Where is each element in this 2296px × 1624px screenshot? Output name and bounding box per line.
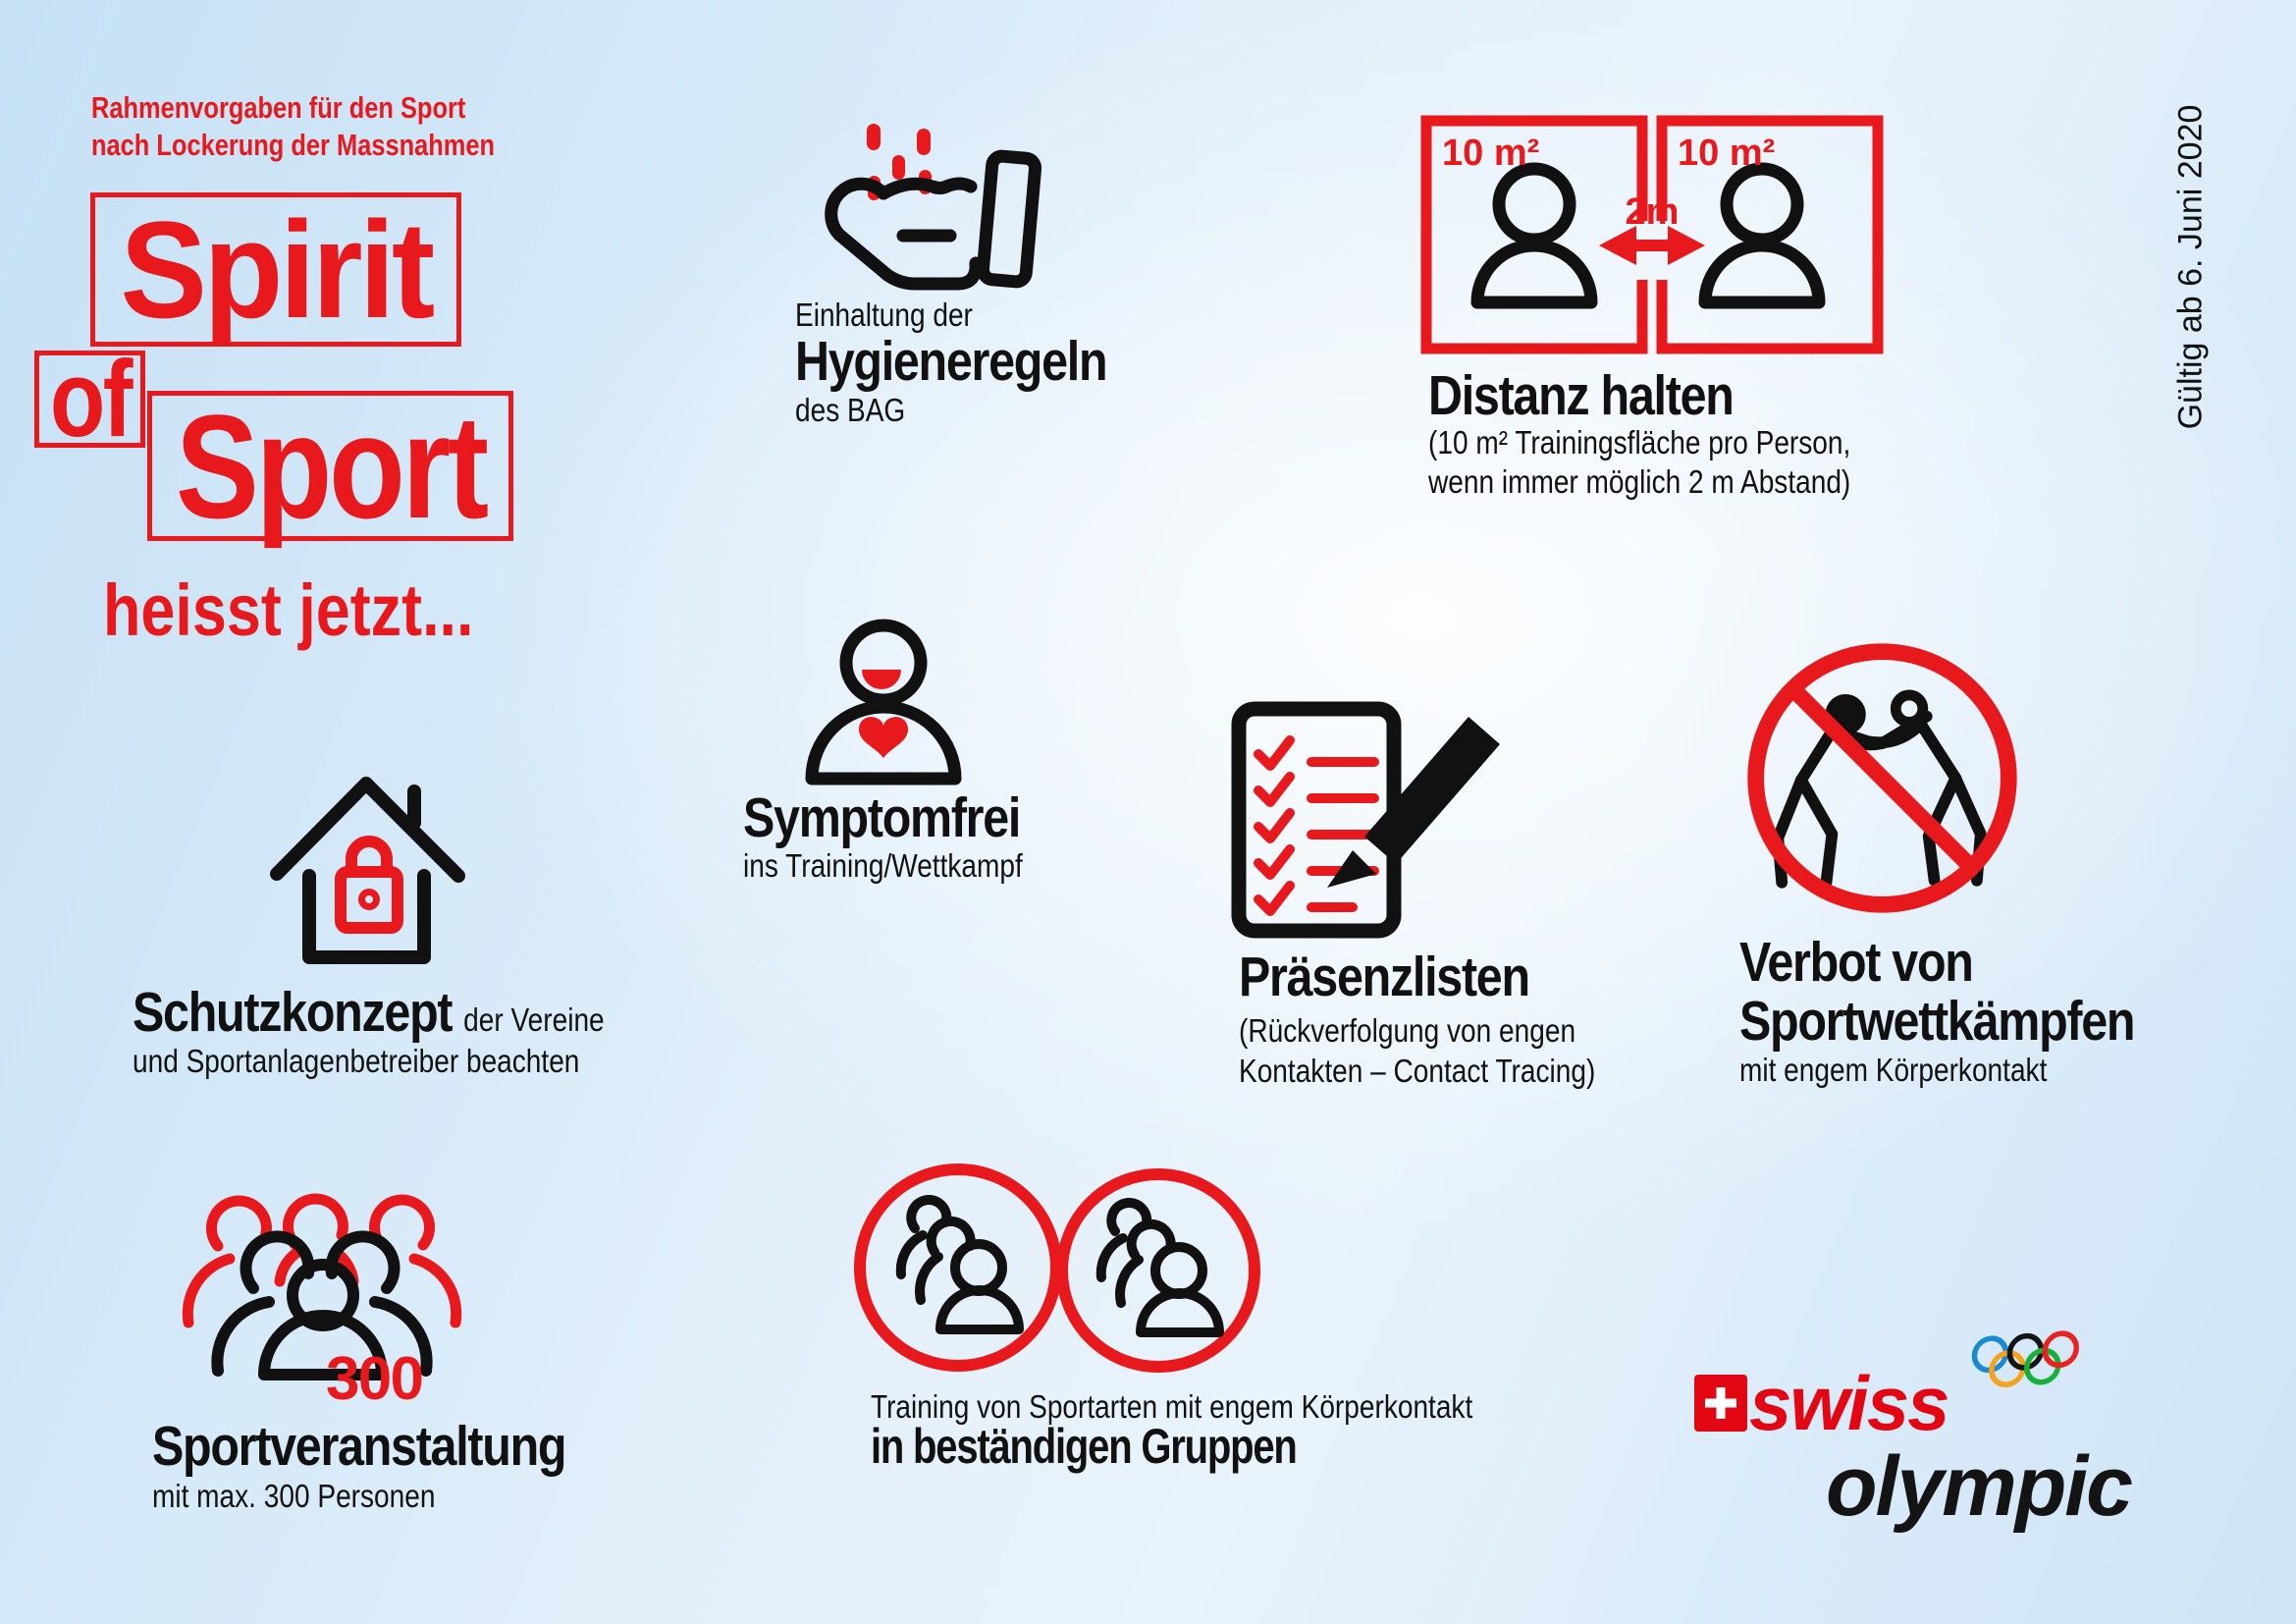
distanz-sub1: (10 m² Trainingsfläche pro Person,	[1428, 424, 1851, 460]
area-label-left: 10 m²	[1442, 133, 1540, 174]
symptomfrei-title: Symptomfrei	[743, 786, 1021, 849]
hand-catching-drops-icon	[793, 120, 1048, 297]
checklist-pencil-icon	[1227, 699, 1522, 945]
swiss-cross-flag-icon	[1694, 1375, 1747, 1432]
schutzkonzept-suffix: der Vereine	[463, 1001, 605, 1038]
heart-shape	[859, 717, 908, 758]
arrow-label: 2m	[1625, 191, 1680, 233]
olympic-rings-icon	[1968, 1327, 2106, 1406]
distanz-title: Distanz halten	[1428, 364, 1734, 427]
mask-mouth-shape	[862, 670, 901, 689]
logo-sport-box	[147, 383, 513, 549]
schutzkonzept-title: Schutzkonzept	[133, 981, 453, 1044]
praesenzlisten-sub2: Kontakten – Contact Tracing)	[1239, 1053, 1596, 1089]
hygiene-intro: Einhaltung der	[795, 297, 973, 333]
praesenzlisten-title: Präsenzlisten	[1239, 946, 1529, 1008]
schutzkonzept-title-line	[133, 981, 605, 1044]
header-line1: Rahmenvorgaben für den Sport	[91, 90, 466, 125]
header	[91, 89, 495, 164]
header-line2: nach Lockerung der Massnahmen	[91, 128, 496, 162]
logo-tagline: heisst jetzt...	[103, 569, 474, 651]
crowd-badge-300: 300	[326, 1345, 424, 1413]
distanz-sub2: wenn immer möglich 2 m Abstand)	[1428, 463, 1851, 500]
schutzkonzept-line2: und Sportanlagenbetreiber beachten	[133, 1043, 580, 1079]
verbot-title1: Verbot von	[1739, 931, 1973, 994]
verbot-title2: Sportwettkämpfen	[1739, 990, 2135, 1053]
validity-note: Gültig ab 6. Juni 2020	[2171, 104, 2210, 430]
sportveranstaltung-title: Sportveranstaltung	[152, 1415, 566, 1478]
area-label-right: 10 m²	[1678, 133, 1776, 174]
logo-of-box	[34, 338, 145, 460]
brand-swiss-text: swiss	[1749, 1360, 1949, 1446]
verbot-sub: mit engem Körperkontakt	[1739, 1052, 2048, 1088]
praesenzlisten-sub1: (Rückverfolgung von engen	[1239, 1012, 1576, 1049]
prohibition-sign	[1756, 652, 2009, 905]
no-close-contact-competition-icon	[1737, 633, 2027, 923]
sportveranstaltung-sub: mit max. 300 Personen	[152, 1478, 436, 1514]
logo-spirit-text: Spirit	[120, 191, 432, 347]
training-line2: in beständigen Gruppen	[871, 1419, 1297, 1474]
hygiene-title: Hygieneregeln	[795, 330, 1107, 393]
symptomfrei-sub: ins Training/Wettkampf	[743, 847, 1023, 884]
two-persons-distance-icon	[1416, 110, 1888, 375]
brand-olympic-text: olympic	[1826, 1439, 2131, 1534]
logo-of-text: of	[49, 338, 131, 460]
house-with-padlock-icon	[257, 766, 483, 977]
two-training-groups-icon	[854, 1157, 1266, 1382]
crowd-icon	[175, 1176, 469, 1417]
logo-spirit-box	[90, 192, 461, 347]
logo-sport-text: Sport	[175, 383, 486, 549]
hygiene-outro: des BAG	[795, 392, 906, 428]
training-line1: Training von Sportarten mit engem Körperkontakt	[871, 1388, 1473, 1425]
person-with-heart-icon	[800, 617, 972, 791]
